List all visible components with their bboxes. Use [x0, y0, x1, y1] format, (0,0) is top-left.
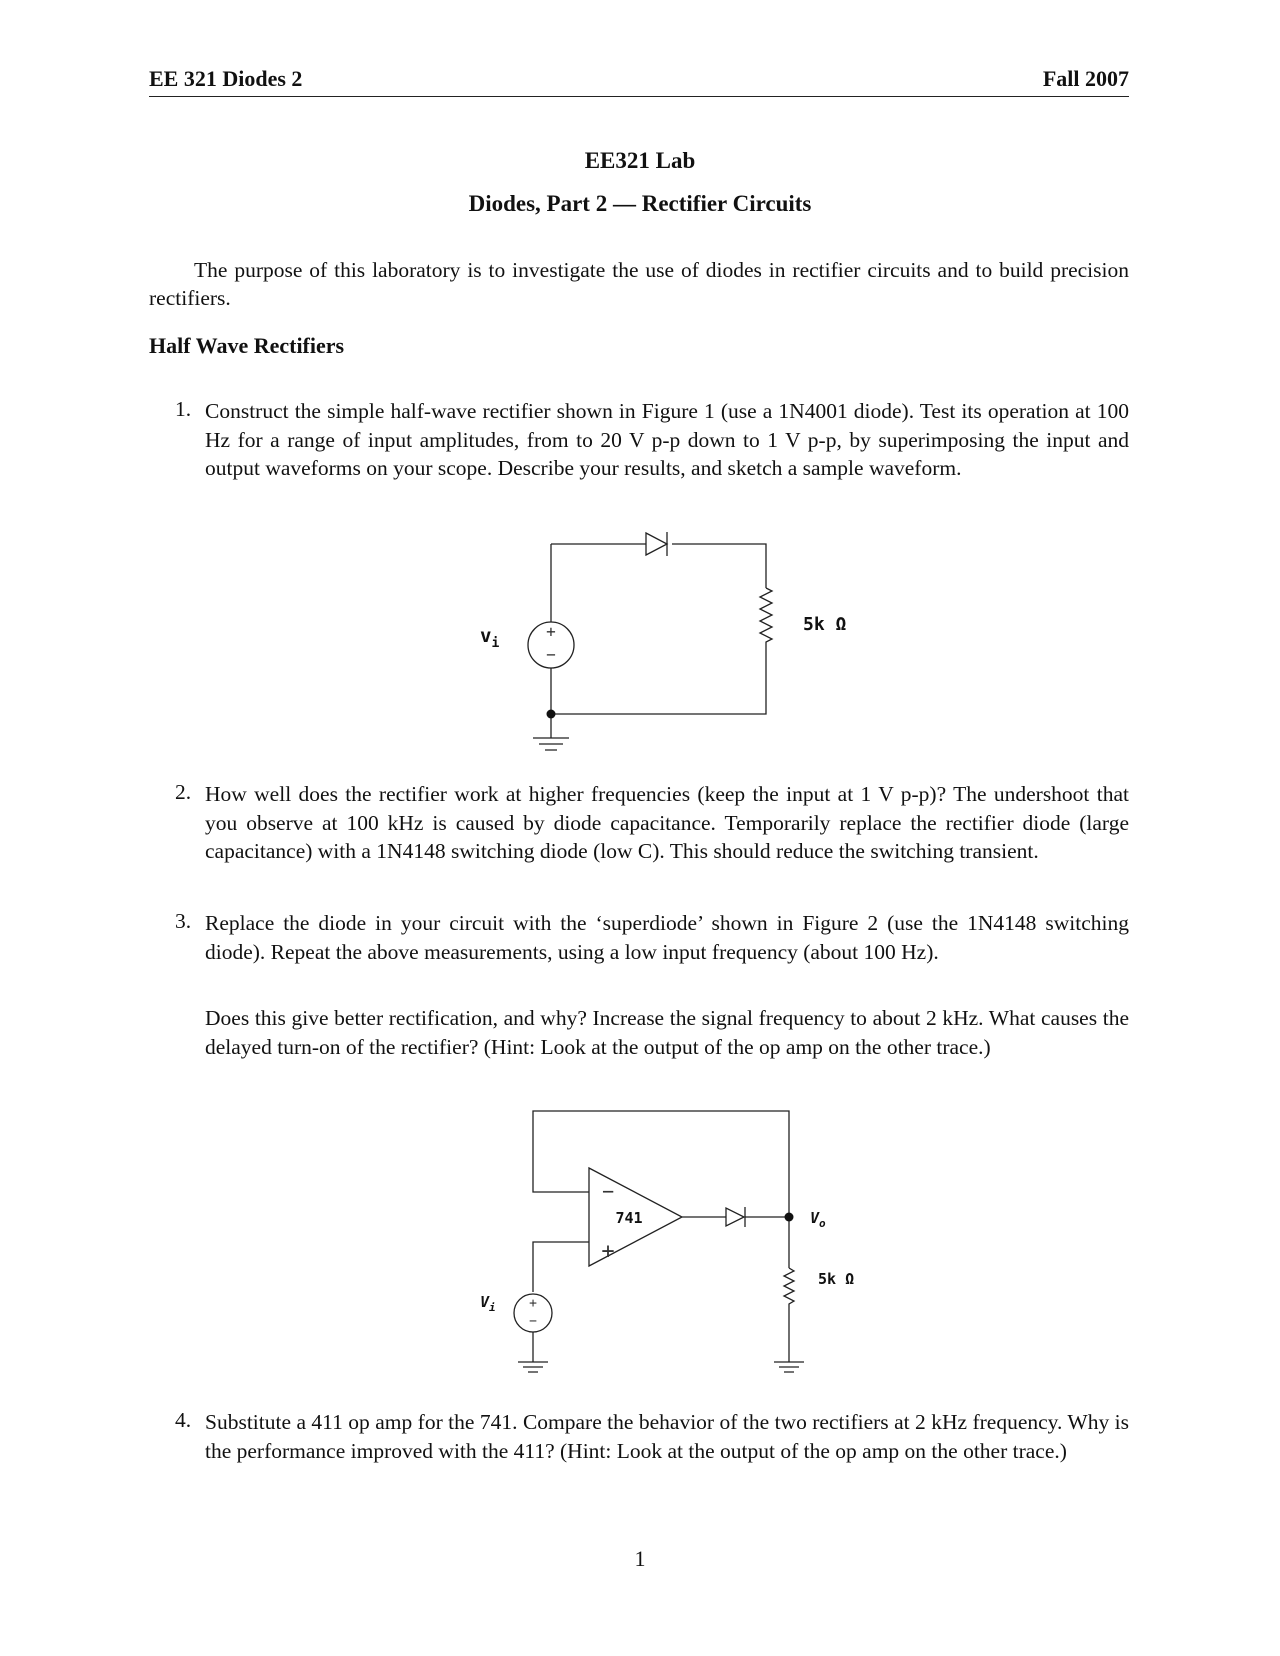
item-text: Replace the diode in your circuit with the ‘superdiode’ shown in Figure 2 (use the 1N4148 switching diode). Repeat the above measurements, using a low input frequency (about 100 Hz).: [205, 911, 1129, 964]
page-number: 1: [634, 1546, 646, 1571]
ground-icon: [774, 1362, 804, 1372]
wire: [745, 1217, 789, 1268]
section-heading: Half Wave Rectifiers: [149, 333, 345, 358]
source-label-vi: $V_i$: [480, 1293, 496, 1314]
input-source: [514, 1294, 552, 1332]
wire: [551, 666, 766, 714]
page-title: EE321 Lab: [584, 148, 696, 173]
opamp-minus: −: [601, 1179, 615, 1203]
intro-paragraph: The purpose of this laboratory is to investigate the use of diodes in rectifier circuits and to build precision rectifiers.: [149, 258, 1129, 310]
header-course-title: EE 321 Diodes 2: [149, 66, 303, 91]
item-text: Construct the simple half-wave rectifier shown in Figure 1 (use a 1N4001 diode). Test its operation at 100 Hz for a range of input amplitudes, from to 20 V p-p down to 1 V p-p, by superimposing the input and output waveforms on your scope. Describe your results, and sketch a sample waveform.: [205, 399, 1129, 480]
output-node-dot: [785, 1213, 794, 1222]
opamp-741: [589, 1168, 682, 1266]
item-number: 4.: [175, 1408, 192, 1432]
source-plus: +: [546, 622, 556, 641]
resistor-label: 5k Ω: [818, 1270, 855, 1288]
item-number: 2.: [175, 780, 192, 804]
item-text: How well does the rectifier work at higher frequencies (keep the input at 1 V p-p)? The undershoot that you observe at 100 kHz is caused by diode capacitance. Temporarily replace the rectifier diode (large capacitance) with a 1N4148 switching diode (low C). This should reduce the switching transient.: [205, 782, 1129, 863]
junction-dot: [547, 710, 556, 719]
item-number: 3.: [175, 909, 192, 933]
item-number: 1.: [175, 397, 192, 421]
ground-icon: [533, 738, 569, 750]
output-label-vo: $V_o$: [810, 1209, 826, 1230]
feedback-wire: [533, 1111, 789, 1217]
source-label-vi: $v_i$: [480, 625, 500, 651]
resistor-5k: [760, 588, 772, 666]
page-subtitle: Diodes, Part 2 — Rectifier Circuits: [468, 191, 812, 216]
resistor-label: 5k Ω: [803, 614, 847, 635]
opamp-plus: +: [601, 1239, 615, 1264]
source-minus: −: [546, 645, 556, 664]
voltage-source: [528, 622, 574, 668]
diode-icon: [726, 1208, 744, 1226]
ground-icon: [518, 1362, 548, 1372]
item-text: Substitute a 411 op amp for the 741. Compare the behavior of the two rectifiers at 2 kHz frequency. Why is the performance improved with the 411? (Hint: Look at the output of the op amp on the other trace.): [205, 1410, 1129, 1463]
item-text-continued: Does this give better rectification, and why? Increase the signal frequency to about 2 kHz. What causes the delayed turn-on of the rectifier? (Hint: Look at the output of the op amp on the other trace.): [205, 1006, 1129, 1059]
header-term: Fall 2007: [1042, 66, 1129, 91]
opamp-label: 741: [615, 1209, 643, 1227]
resistor-5k: [784, 1268, 794, 1362]
source-minus: −: [529, 1314, 537, 1329]
diode-icon: [646, 533, 667, 555]
header-rule: [149, 96, 1129, 97]
wire: [672, 544, 766, 588]
source-plus: +: [529, 1296, 537, 1311]
input-wire: [533, 1242, 589, 1292]
